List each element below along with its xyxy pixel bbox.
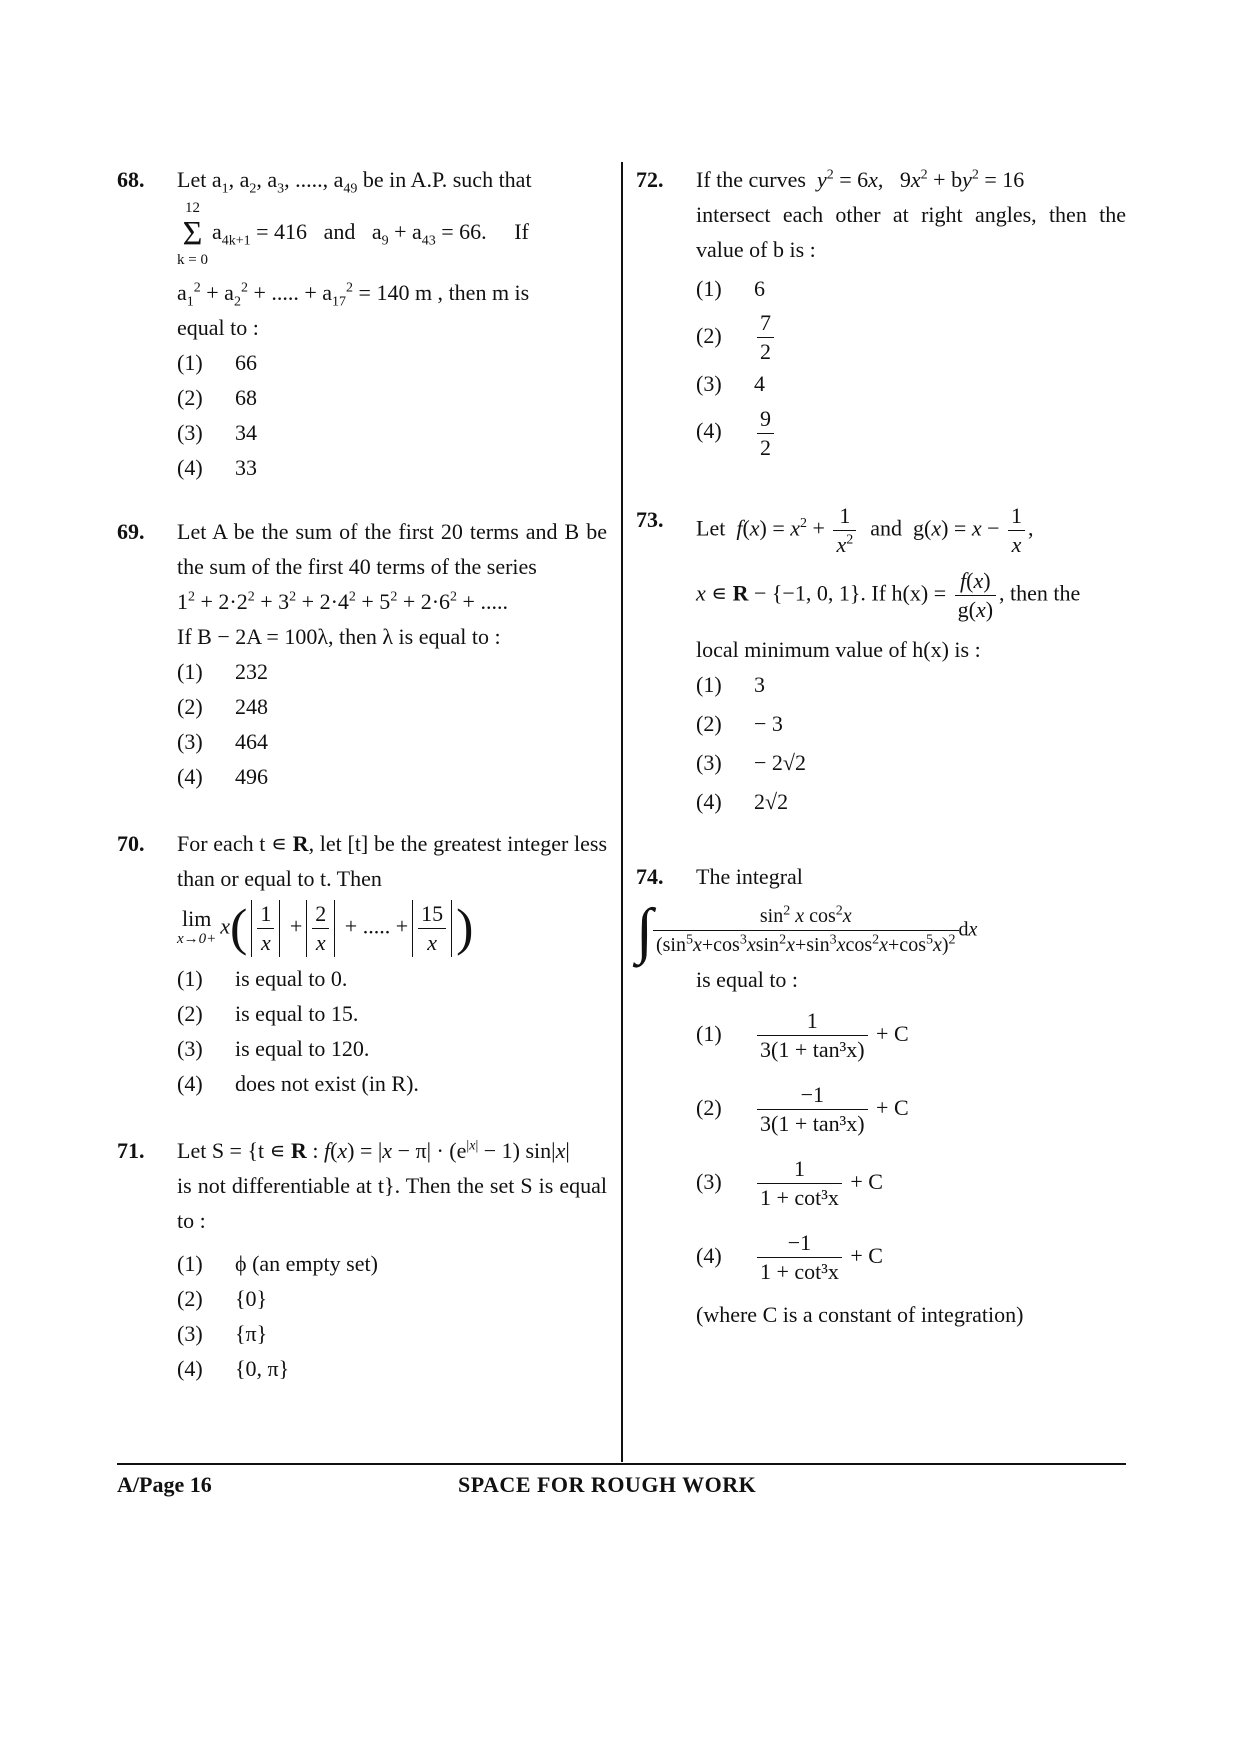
question-68-line-1: Let $a_1$, $a_2$, $a_3$, ....., $a_{49}$ be in A.P. such that <box>177 167 532 197</box>
option-3[interactable]: (3) {π} <box>177 1321 268 1346</box>
option-3[interactable]: (3) − 2√2 <box>696 749 806 775</box>
series-expression: $1^2 + 2\cdot 2^2 + 3^2 + 2\cdot 4^2 + 5^2 + 2\cdot 6^2$ + ..... <box>177 589 508 614</box>
option-1[interactable]: (1) ϕ (an empty set) <box>177 1251 378 1276</box>
question-68: 68. Let $a_1$, $a_2$, $a_3$, ....., $a_{49}$ be in A.P. such that 12 Σ k = 0 $a_{4k+1} = 416$ and $a_9 + a_{43} = 66$. If $a_1^2 + a_2^2$ + ..... + $a_{17}^2 = 140$ m , then m is equal to : (1) 66 (2) 68 (3) 34 (4) 33 <box>117 162 607 482</box>
page-label: A/Page 16 <box>117 1472 212 1497</box>
footer-rule <box>117 1463 1126 1465</box>
option-2[interactable]: (2) 248 <box>177 694 268 719</box>
option-2[interactable]: (2) − 3 <box>696 710 783 736</box>
question-72: 72. If the curves $y^2 = 6x$, $9x^2 + by^2 = 16$ intersect each other at right angles, then the value of b is : (1) 6 (2) $\frac{7}{2}$ (3) 4 (4) $\frac{9}{2}$ <box>636 167 1126 460</box>
column-divider <box>621 162 623 1462</box>
option-3[interactable]: (3) 34 <box>177 420 257 445</box>
question-74: 74. The integral ∫ $\frac{\sin^2 x \cos^2x}{(\sin^5x+\cos^3xsin^2x+\sin^3xcos^2x+\cos^5x)^2}$ dx is equal to : (1) $\frac{1}{\text{3(1 + tan³x)}}$ + C (2) $\frac{-1}{\text{3(1 + tan³x)}}$ + C (3) $\frac{1}{\text{1 + cot³x}}$ + C (4) $\frac{-1}{\text{1 + cot³x}}$ + C (where C is a constant of integration) <box>636 859 1126 1332</box>
question-number: 68. <box>117 167 145 192</box>
option-2[interactable]: (2) is equal to 15. <box>177 1001 359 1026</box>
option-1[interactable]: (1) 66 <box>177 350 257 375</box>
option-4[interactable]: (4) $\frac{9}{2}$ <box>696 401 1126 461</box>
option-4[interactable]: (4) $\frac{-1}{\text{1 + cot³x}}$ + C <box>696 1230 883 1285</box>
question-71: 71. Let S = {t ∊ R : $f(x) = |x - \pi| \cdot (e^{|x|} - 1)$ sin|x| is not differentiable at t}. Then the set S is equal to : (1) ϕ (an empty set) (2) {0} (3) {π} (4) {0, π} <box>117 1133 607 1386</box>
integral-expression: ∫ $\frac{\sin^2 x \cos^2x}{(\sin^5x+\cos^3xsin^2x+\sin^3xcos^2x+\cos^5x)^2}$ dx <box>636 896 978 965</box>
left-column <box>117 162 607 1386</box>
option-2[interactable]: (2) $\frac{-1}{\text{3(1 + tan³x)}}$ + C <box>696 1082 909 1137</box>
option-4[interactable]: (4) does not exist (in R). <box>177 1071 419 1096</box>
question-70: 70. For each t ∊ R, let [t] be the greatest integer less than or equal to t. Then lim x→0+ x( $\frac{1}{x}$ + $\frac{2}{x}$ + ..... + $\frac{15}{x}$ ) (1) is equal to 0. (2) is equal to 15. (3) is equal to 120. (4) does not exist (in R). <box>117 826 607 1101</box>
option-3[interactable]: (3) 4 <box>696 371 765 397</box>
option-3[interactable]: (3) is equal to 120. <box>177 1036 370 1061</box>
question-68-squares-line: $a_1^2 + a_2^2$ + ..... + $a_{17}^2 = 140$ m , then m is <box>177 280 530 310</box>
limit-expression: lim x→0+ x( $\frac{1}{x}$ + $\frac{2}{x}$ + ..... + $\frac{15}{x}$ ) <box>177 899 474 957</box>
option-1[interactable]: (1) 232 <box>177 659 268 684</box>
option-1[interactable]: (1) $\frac{1}{\text{3(1 + tan³x)}}$ + C <box>696 1008 909 1063</box>
question-68-sum-line: 12 Σ k = 0 $a_{4k+1} = 416$ and $a_9 + a_{43} = 66$. If <box>177 200 529 268</box>
option-4[interactable]: (4) 496 <box>177 764 268 789</box>
option-3[interactable]: (3) $\frac{1}{\text{1 + cot³x}}$ + C <box>696 1156 883 1211</box>
option-1[interactable]: (1) 6 <box>696 276 765 301</box>
right-column <box>636 162 1126 1332</box>
option-4[interactable]: (4) 33 <box>177 455 257 480</box>
option-2[interactable]: (2) {0} <box>177 1286 268 1311</box>
question-73: 73. Let $f(x) = x^2$ + $\frac{1}{x^2}$ and g(x) = x − $\frac{1}{x}$ , x ∊ R − {−1, 0, 1}. If h(x) = $\frac{f(x)}{g(x)}$ , then the local minimum value of h(x) is : (1) 3 (2) − 3 (3) − 2√2 (4) 2√2 <box>636 502 1126 819</box>
sum-symbol: 12 Σ k = 0 <box>177 200 208 268</box>
option-2[interactable]: (2) $\frac{7}{2}$ <box>696 306 1126 366</box>
option-3[interactable]: (3) 464 <box>177 729 268 754</box>
question-69: 69. Let A be the sum of the first 20 terms and B be the sum of the first 40 terms of the series $1^2 + 2\cdot 2^2 + 3^2 + 2\cdot 4^2 + 5^2 + 2\cdot 6^2$ + ..... If B − 2A = 100λ, then λ is equal to : (1) 232 (2) 248 (3) 464 (4) 496 <box>117 514 607 794</box>
option-2[interactable]: (2) 68 <box>177 385 257 410</box>
option-4[interactable]: (4) 2√2 <box>696 788 789 814</box>
option-4[interactable]: (4) {0, π} <box>177 1356 290 1381</box>
rough-work-label: SPACE FOR ROUGH WORK <box>458 1472 757 1497</box>
option-1[interactable]: (1) 3 <box>696 671 765 697</box>
option-1[interactable]: (1) is equal to 0. <box>177 966 348 991</box>
